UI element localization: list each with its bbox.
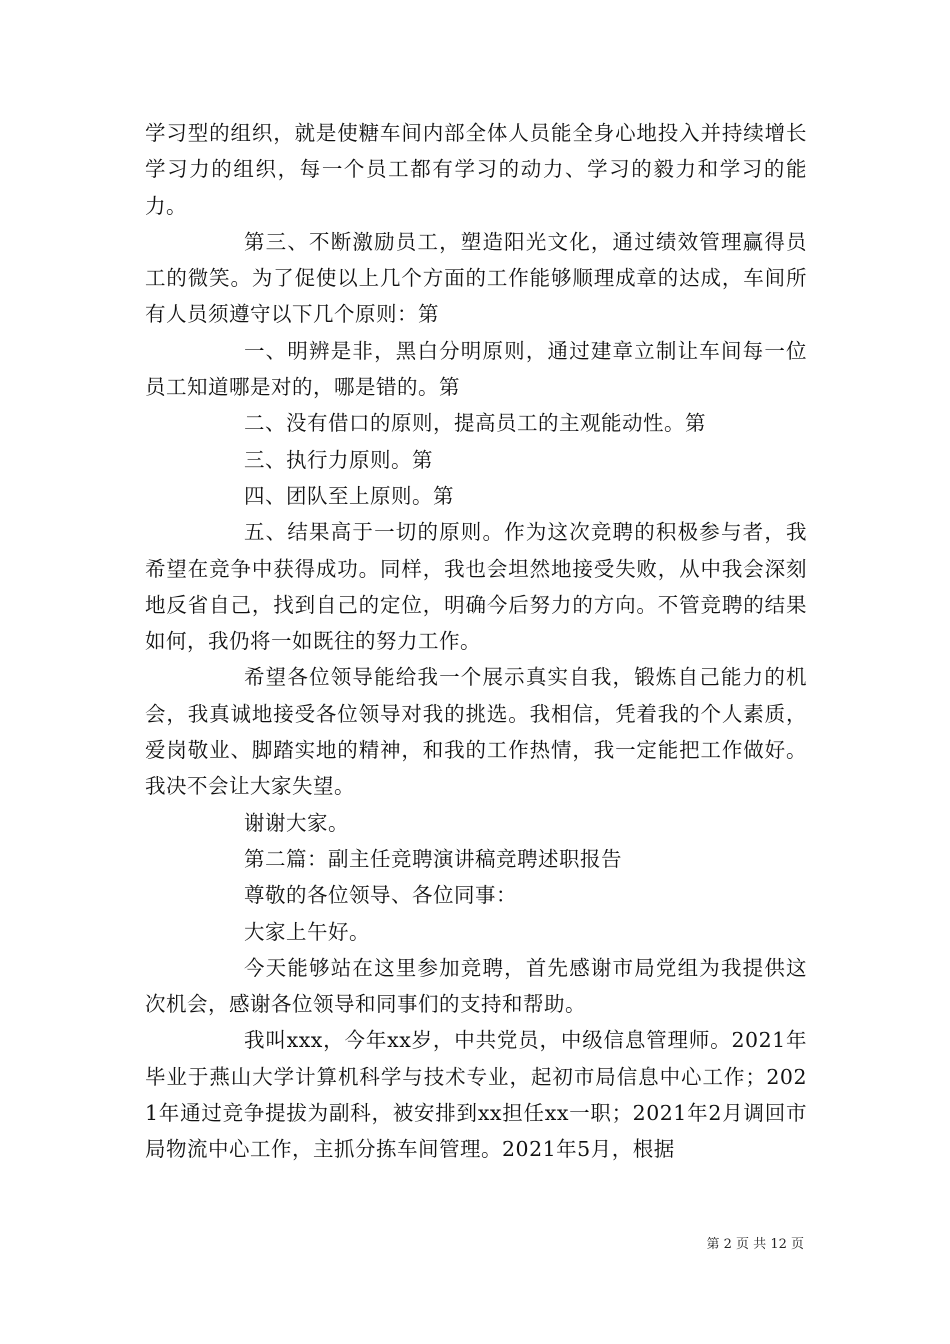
section-heading: 第二篇：副主任竞聘演讲稿竞聘述职报告 [244,846,622,871]
paragraph: 一、明辨是非，黑白分明原则，通过建章立制让车间每一位员工知道哪是对的，哪是错的。第 [145,338,807,400]
paragraph: 三、执行力原则。第 [244,447,433,472]
paragraph: 第三、不断激励员工，塑造阳光文化，通过绩效管理赢得员工的微笑。为了促使以上几个方面的工作能够顺理成章的达成，车间所有人员须遵守以下几个原则：第 [145,229,807,327]
paragraph: 谢谢大家。 [244,810,349,835]
paragraph: 四、团队至上原则。第 [244,483,454,508]
paragraph: 我叫xxx，今年xx岁，中共党员，中级信息管理师。2021年毕业于燕山大学计算机科学与技术专业，起初市局信息中心工作；2021年通过竞争提拔为副科，被安排到xx担任xx一职；2021年2月调回市局物流中心工作，主抓分拣车间管理。2021年5月，根据 [145,1028,807,1162]
paragraph: 今天能够站在这里参加竞聘，首先感谢市局党组为我提供这次机会，感谢各位领导和同事们的支持和帮助。 [145,955,807,1017]
page-number: 第 2 页 共 12 页 [706,1237,804,1252]
paragraph: 希望各位领导能给我一个展示真实自我，锻炼自己能力的机会，我真诚地接受各位领导对我的挑选。我相信，凭着我的个人素质，爱岗敬业、脚踏实地的精神，和我的工作热情，我一定能把工作做好。我决不会让大家失望。 [145,665,807,799]
body-text [145,115,807,1168]
salutation: 尊敬的各位领导、各位同事： [244,883,517,908]
greeting: 大家上午好。 [244,919,370,944]
paragraph: 学习型的组织，就是使糖车间内部全体人员能全身心地投入并持续增长学习力的组织，每一个员工都有学习的动力、学习的毅力和学习的能力。 [145,121,807,218]
paragraph: 二、没有借口的原则，提高员工的主观能动性。第 [244,411,706,436]
paragraph: 五、结果高于一切的原则。作为这次竞聘的积极参与者，我希望在竞争中获得成功。同样，我也会坦然地接受失败，从中我会深刻地反省自己，找到自己的定位，明确今后努力的方向。不管竞聘的结果如何，我仍将一如既往的努力工作。 [145,520,807,654]
